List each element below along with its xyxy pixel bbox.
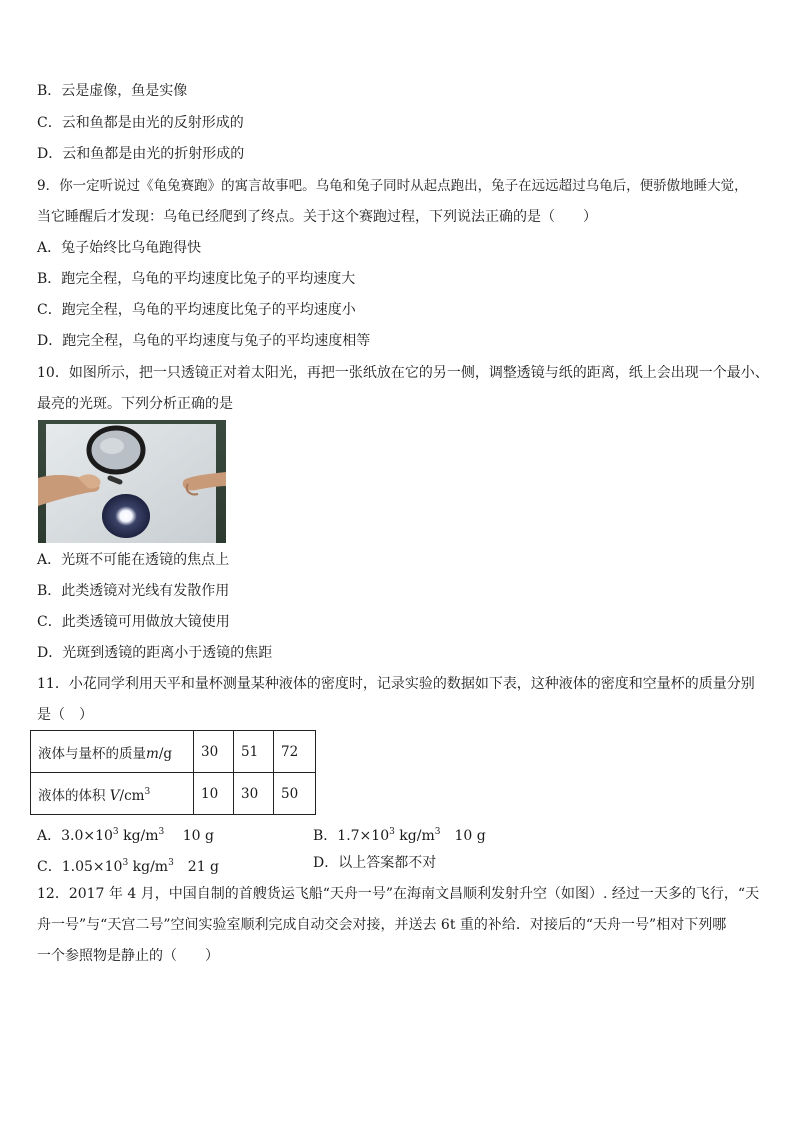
q9-stem-line1: 9．你一定听说过《龟兔赛跑》的寓言故事吧。乌龟和兔子同时从起点跑出，兔子在远远超过乌龟后，便骄傲地睡大觉，: [37, 178, 748, 194]
table-row: [31, 731, 316, 773]
table-cell: 51: [234, 731, 274, 773]
q9-option-c: C．跑完全程，乌龟的平均速度比兔子的平均速度小: [37, 302, 356, 318]
table-cell: 30: [194, 731, 234, 773]
q11-data-table: [30, 730, 316, 815]
q11-option-b: B．$1.7\times 10^3$ $kg/m^3$ 10 g: [313, 827, 486, 844]
q8-option-c: C．云和鱼都是由光的反射形成的: [37, 115, 244, 131]
q11-option-d: D．以上答案都不对: [313, 855, 437, 871]
table-cell: 30: [234, 773, 274, 815]
q10-option-d: D．光斑到透镜的距离小于透镜的焦距: [37, 645, 273, 661]
q11-stem-line2: 是（ ）: [37, 707, 93, 723]
q9-option-d: D．跑完全程，乌龟的平均速度与兔子的平均速度相等: [37, 333, 371, 349]
q9-option-b: B．跑完全程，乌龟的平均速度比兔子的平均速度大: [37, 271, 356, 287]
q12-stem-line3: 一个参照物是静止的（ ）: [37, 948, 219, 964]
table-cell: 72: [274, 731, 316, 773]
q12-stem-line1: 12．2017 年 4 月，中国自制的首艘货运飞船“天舟一号”在海南文昌顺利发射升空（如图）. 经过一天多的飞行，“天: [37, 886, 760, 902]
q8-option-b: B．云是虚像，鱼是实像: [37, 83, 188, 99]
q9-stem-line2: 当它睡醒后才发现：乌龟已经爬到了终点。关于这个赛跑过程，下列说法正确的是（ ）: [37, 209, 597, 225]
q10-stem-line1: 10．如图所示，把一只透镜正对着太阳光，再把一张纸放在它的另一侧，调整透镜与纸的距离，纸上会出现一个最小、: [37, 365, 769, 381]
table-row-label: 液体的体积 $V/cm^3$: [31, 773, 194, 815]
q10-option-a: A．光斑不可能在透镜的焦点上: [37, 552, 230, 568]
q9-option-a: A．兔子始终比乌龟跑得快: [37, 240, 202, 256]
q11-stem-line1: 11．小花同学利用天平和量杯测量某种液体的密度时，记录实验的数据如下表，这种液体的密度和空量杯的质量分别: [37, 676, 755, 692]
q10-option-c: C．此类透镜可用做放大镜使用: [37, 614, 230, 630]
q11-option-c: C．$1.05\times 10^3$ $kg/m^3$ 21 g: [37, 858, 220, 875]
table-row: [31, 773, 316, 815]
q11-option-a: A．$3.0\times 10^3$ $kg/m^3$ 10 g: [37, 827, 214, 844]
table-cell: 10: [194, 773, 234, 815]
table-cell: 50: [274, 773, 316, 815]
q8-option-d: D．云和鱼都是由光的折射形成的: [37, 146, 245, 162]
table-row-label: 液体与量杯的质量m/g: [31, 731, 194, 773]
magnifier-photo: [38, 420, 226, 543]
q10-stem-line2: 最亮的光斑。下列分析正确的是: [37, 396, 233, 412]
q10-option-b: B．此类透镜对光线有发散作用: [37, 583, 230, 599]
q12-stem-line2: 舟一号”与“天宫二号”空间实验室顺利完成自动交会对接，并送去 6t 重的补给．对接后的“天舟一号”相对下列哪: [37, 917, 727, 933]
